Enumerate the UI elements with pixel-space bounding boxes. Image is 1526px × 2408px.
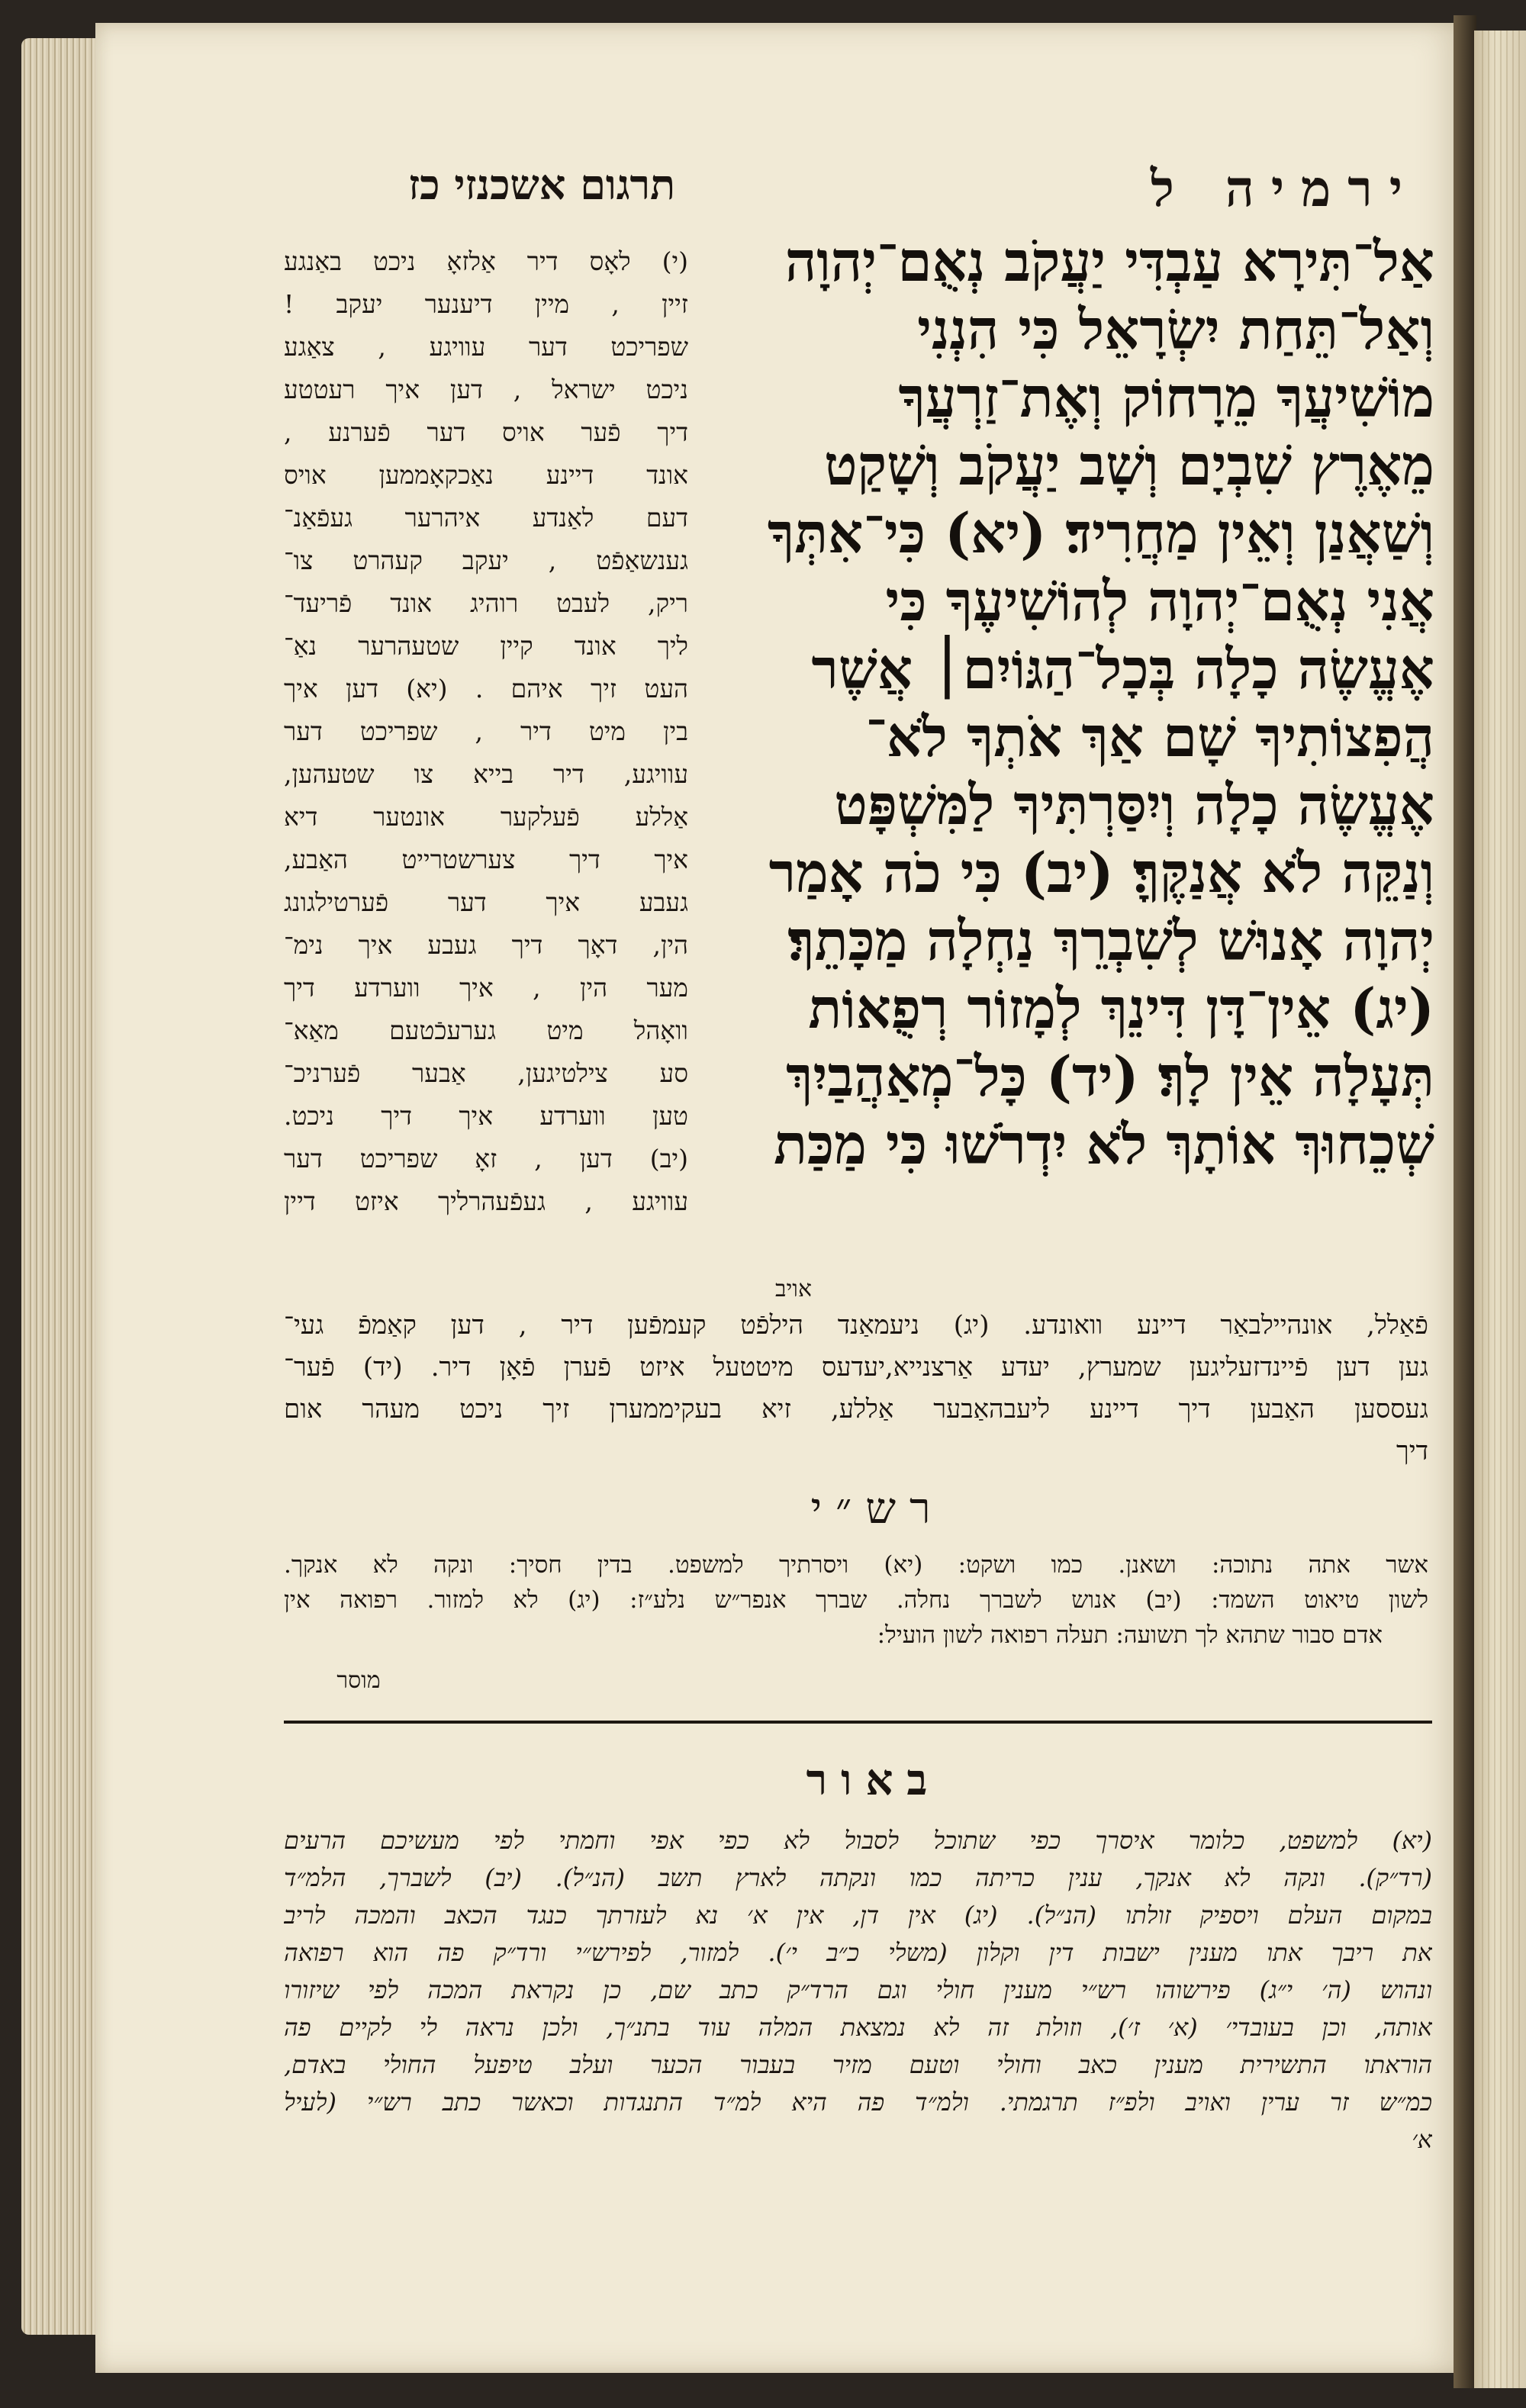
biur-line: כמ״ש זר ערין ואויב ולפ״ז תרגמתי. ולמ״ד פה היא למ״ד התנגדות וכאשר כתב רש״י (לעיל	[284, 2088, 1432, 2117]
scripture-line: תְּעָלָה אֵין לָךְ׃ (יד) כָּל־מְאַהֲבַיִךְ	[786, 1044, 1434, 1109]
translation-line: ניכט ישראל , דען איך רעטטע	[284, 375, 688, 404]
rashi-line: אשר אתה נתוכה: ושאנן. כמו ושקט: (יא) ויסרתיך למשפט. בדין חסיך: ונקה לא אנקך.	[284, 1551, 1428, 1579]
biur-commentary	[284, 1822, 1432, 2159]
scripture-line: שְׁכֵחוּךְ אוֹתָךְ לֹא יִדְרֹשׁוּ כִּי מַכַּת	[774, 1112, 1434, 1177]
translation-line: ריק, לעבט רוהיג אונד פֿריעד־	[284, 588, 688, 618]
translation-line: עוויגע, דיר בייא צו שטעהען,	[284, 759, 688, 789]
divider-rule	[284, 1721, 1432, 1724]
biur-line: אותה, וכן בעובדי׳ (א׳ ז׳), וזולת זה לא נמצאת המלה עוד בתנ״ך, ולכן נראה לי לקיים פה	[284, 2013, 1432, 2042]
translation-line: סע צילטיגען, אַבער פֿערניכ־	[284, 1058, 688, 1088]
biur-line: א׳	[1412, 2125, 1432, 2154]
translation-continuation	[284, 1305, 1428, 1473]
translation-line: אַללע פֿעלקער אונטער דיא	[284, 802, 688, 832]
scripture-line: וְאַל־תֵּחַת יִשְׂרָאֵל כִּי הִנְנִי	[917, 297, 1434, 362]
translation-line: ליך אונד קיין שטעהרער נאַ־	[284, 631, 688, 661]
scripture-line: (יג) אֵין־דָּן דִּינֵךְ לְמָזוֹר רְפֻאוֹת	[808, 976, 1434, 1041]
translation-line: העט זיך איהם . (יא) דען איך	[284, 674, 688, 703]
scripture-line: יְהוָה אָנוּשׁ לְשִׁבְרֵךְ נַחְלָה מַכָּתֵךְ׃	[787, 908, 1434, 973]
translation-column	[284, 240, 688, 1223]
running-head-book: ירמיה ל	[1151, 159, 1419, 218]
facing-page-edge	[1474, 31, 1526, 2388]
catchword-rashi: מוסר	[336, 1667, 381, 1694]
translation-line: בין מיט דיר , שפריכט דער	[284, 716, 688, 746]
page-edges-left	[21, 38, 105, 2335]
translation-line: דיך פֿער אויס דער פֿערנע ,	[284, 417, 688, 447]
biur-line: במקום העלם ויספיק זולתו (הנ״ל). (יג) אין דן, אין א׳ נא לעזרתך כנגד הכאב והמכה לריב	[284, 1901, 1432, 1930]
continuation-line: געססען האַבען דיך דיינע ליעבהאַבער אַללע, זיא בעקיממערן זיך ניכט מעהר אום	[284, 1394, 1428, 1425]
translation-line: עוויגע , געפֿעהרליך איזט דיין	[284, 1186, 688, 1216]
book-gutter	[1454, 15, 1476, 2388]
biur-line: (יא) למשפט, כלומר איסרך כפי שתוכל לסבול לא כפי אפי וחמתי לפי מעשיכם הרעים	[284, 1826, 1432, 1855]
translation-line: אונד דיינע נאַכקאָממען אויס	[284, 460, 688, 490]
scripture-line: אֶעֱשֶׂה כָלָה וְיִסַּרְתִּיךָ לַמִּשְׁפָּט	[834, 772, 1434, 837]
translation-line: הין, דאָך דיך געבע איך נימ־	[284, 930, 688, 960]
biur-line: את ריבך אתו מענין ישבות דין וקלון (משלי כ״ב י׳). למזור, לפירש״י ורד״ק פה הוא רפואה	[284, 1938, 1432, 1967]
translation-line: מער הין , איך ווערדע דיך	[284, 973, 688, 1003]
scripture-line: וְנַקֵּה לֹא אֲנַקֶּךָּ׃ (יב) כִּי כֹה אָמַר	[768, 840, 1434, 905]
translation-line: (יב) דען , זאָ שפריכט דער	[284, 1144, 688, 1173]
translation-line: דעם לאַנדע איהרער געפֿאַנ־	[284, 503, 688, 533]
scripture-line: מוֹשִׁיעֲךָ מֵרָחוֹק וְאֶת־זַרְעֲךָ	[898, 365, 1434, 430]
biur-line: הוראתו התשירית מענין כאב וחולי וטעם מזיר בעבור הכער ועלב טיפעל החולי באדם,	[284, 2050, 1432, 2079]
scripture-line: וְשַׁאֲנַן וְאֵין מַחֲרִיד׃ (יא) כִּי־אִתְּךָ	[767, 501, 1434, 565]
translation-line: גענשאַפֿט , יעקב קעהרט צו־	[284, 546, 688, 575]
scripture-line: אַל־תִּירָא עַבְדִּי יַעֲקֹב נְאֻם־יְהוָה	[784, 229, 1434, 294]
translation-line: טען ווערדע איך דיך ניכט.	[284, 1101, 688, 1131]
translation-line: געבע איך דער פֿערטילגונג	[284, 887, 688, 917]
translation-line: שפריכט דער עוויגע , צאַגע	[284, 332, 688, 362]
scripture-line: הֲפִצוֹתִיךָ שָׁם אַךְ אֹתְךָ לֹא־	[865, 704, 1434, 769]
rashi-title: רש״י	[810, 1484, 945, 1534]
continuation-line: גען דען פֿיינדזעליגען שמערץ, יעדע אַרצנייא,יעדעס מיטטעל איזט פֿערן פֿאָן דיר. (יד) פֿער־	[284, 1352, 1428, 1383]
translation-line: וואָהל מיט גערעכֿטעם מאַא־	[284, 1016, 688, 1045]
scripture-line: אֶעֱשֶׂה כָלָה בְּכָל־הַגּוֹיִם׀ אֲשֶׁר	[811, 636, 1434, 701]
scripture-column	[710, 227, 1434, 1178]
rashi-line: לשון טיאוט השמד: (יב) אנוש לשברך נחלה. שברך אנפר״ש נלע״ז: (יג) לא למזור. רפואה אין	[284, 1586, 1428, 1614]
translation-line: איך דיך צערשטרייט האַבע,	[284, 845, 688, 874]
catchword: אויב	[774, 1276, 812, 1302]
scripture-line: מֵאֶרֶץ שִׁבְיָם וְשָׁב יַעֲקֹב וְשָׁקַט	[824, 433, 1434, 497]
biur-title: באור	[806, 1755, 942, 1805]
rashi-line: אדם סבור שתהא לך תשועה: תעלה רפואה לשון הועיל:	[877, 1621, 1383, 1649]
translation-line: זיין , מיין דיענער יעקב !	[284, 289, 688, 319]
rashi-commentary	[284, 1547, 1428, 1653]
translation-line: (י) לאָס דיר אַלזאָ ניכט באַנגע	[284, 246, 688, 276]
biur-line: (רד״ק). ונקה לא אנקך, ענין כריתה כמו ונקתה לארץ תשב (הנ״ל). (יב) לשברך, הלמ״ד	[284, 1863, 1432, 1892]
continuation-line: דיך	[1396, 1436, 1428, 1466]
continuation-line: פֿאַלל, אונהיילבאַר דיינע וואונדע. (יג) ניעמאַנד הילפֿט קעמפֿען דיר , דען קאַמפֿ געי־	[284, 1310, 1428, 1341]
biur-line: ונהוש (ה׳ י״ג) פירשוהו רש״י מענין חולי וגם הרד״ק כתב שם, כן נקראת המכה לפי שיזורו	[284, 1975, 1432, 2004]
running-head-translation: תרגום אשכנזי כז	[408, 160, 675, 209]
scripture-line: אֲנִי נְאֻם־יְהוָה לְהוֹשִׁיעֶךָ כִּי	[885, 568, 1434, 633]
